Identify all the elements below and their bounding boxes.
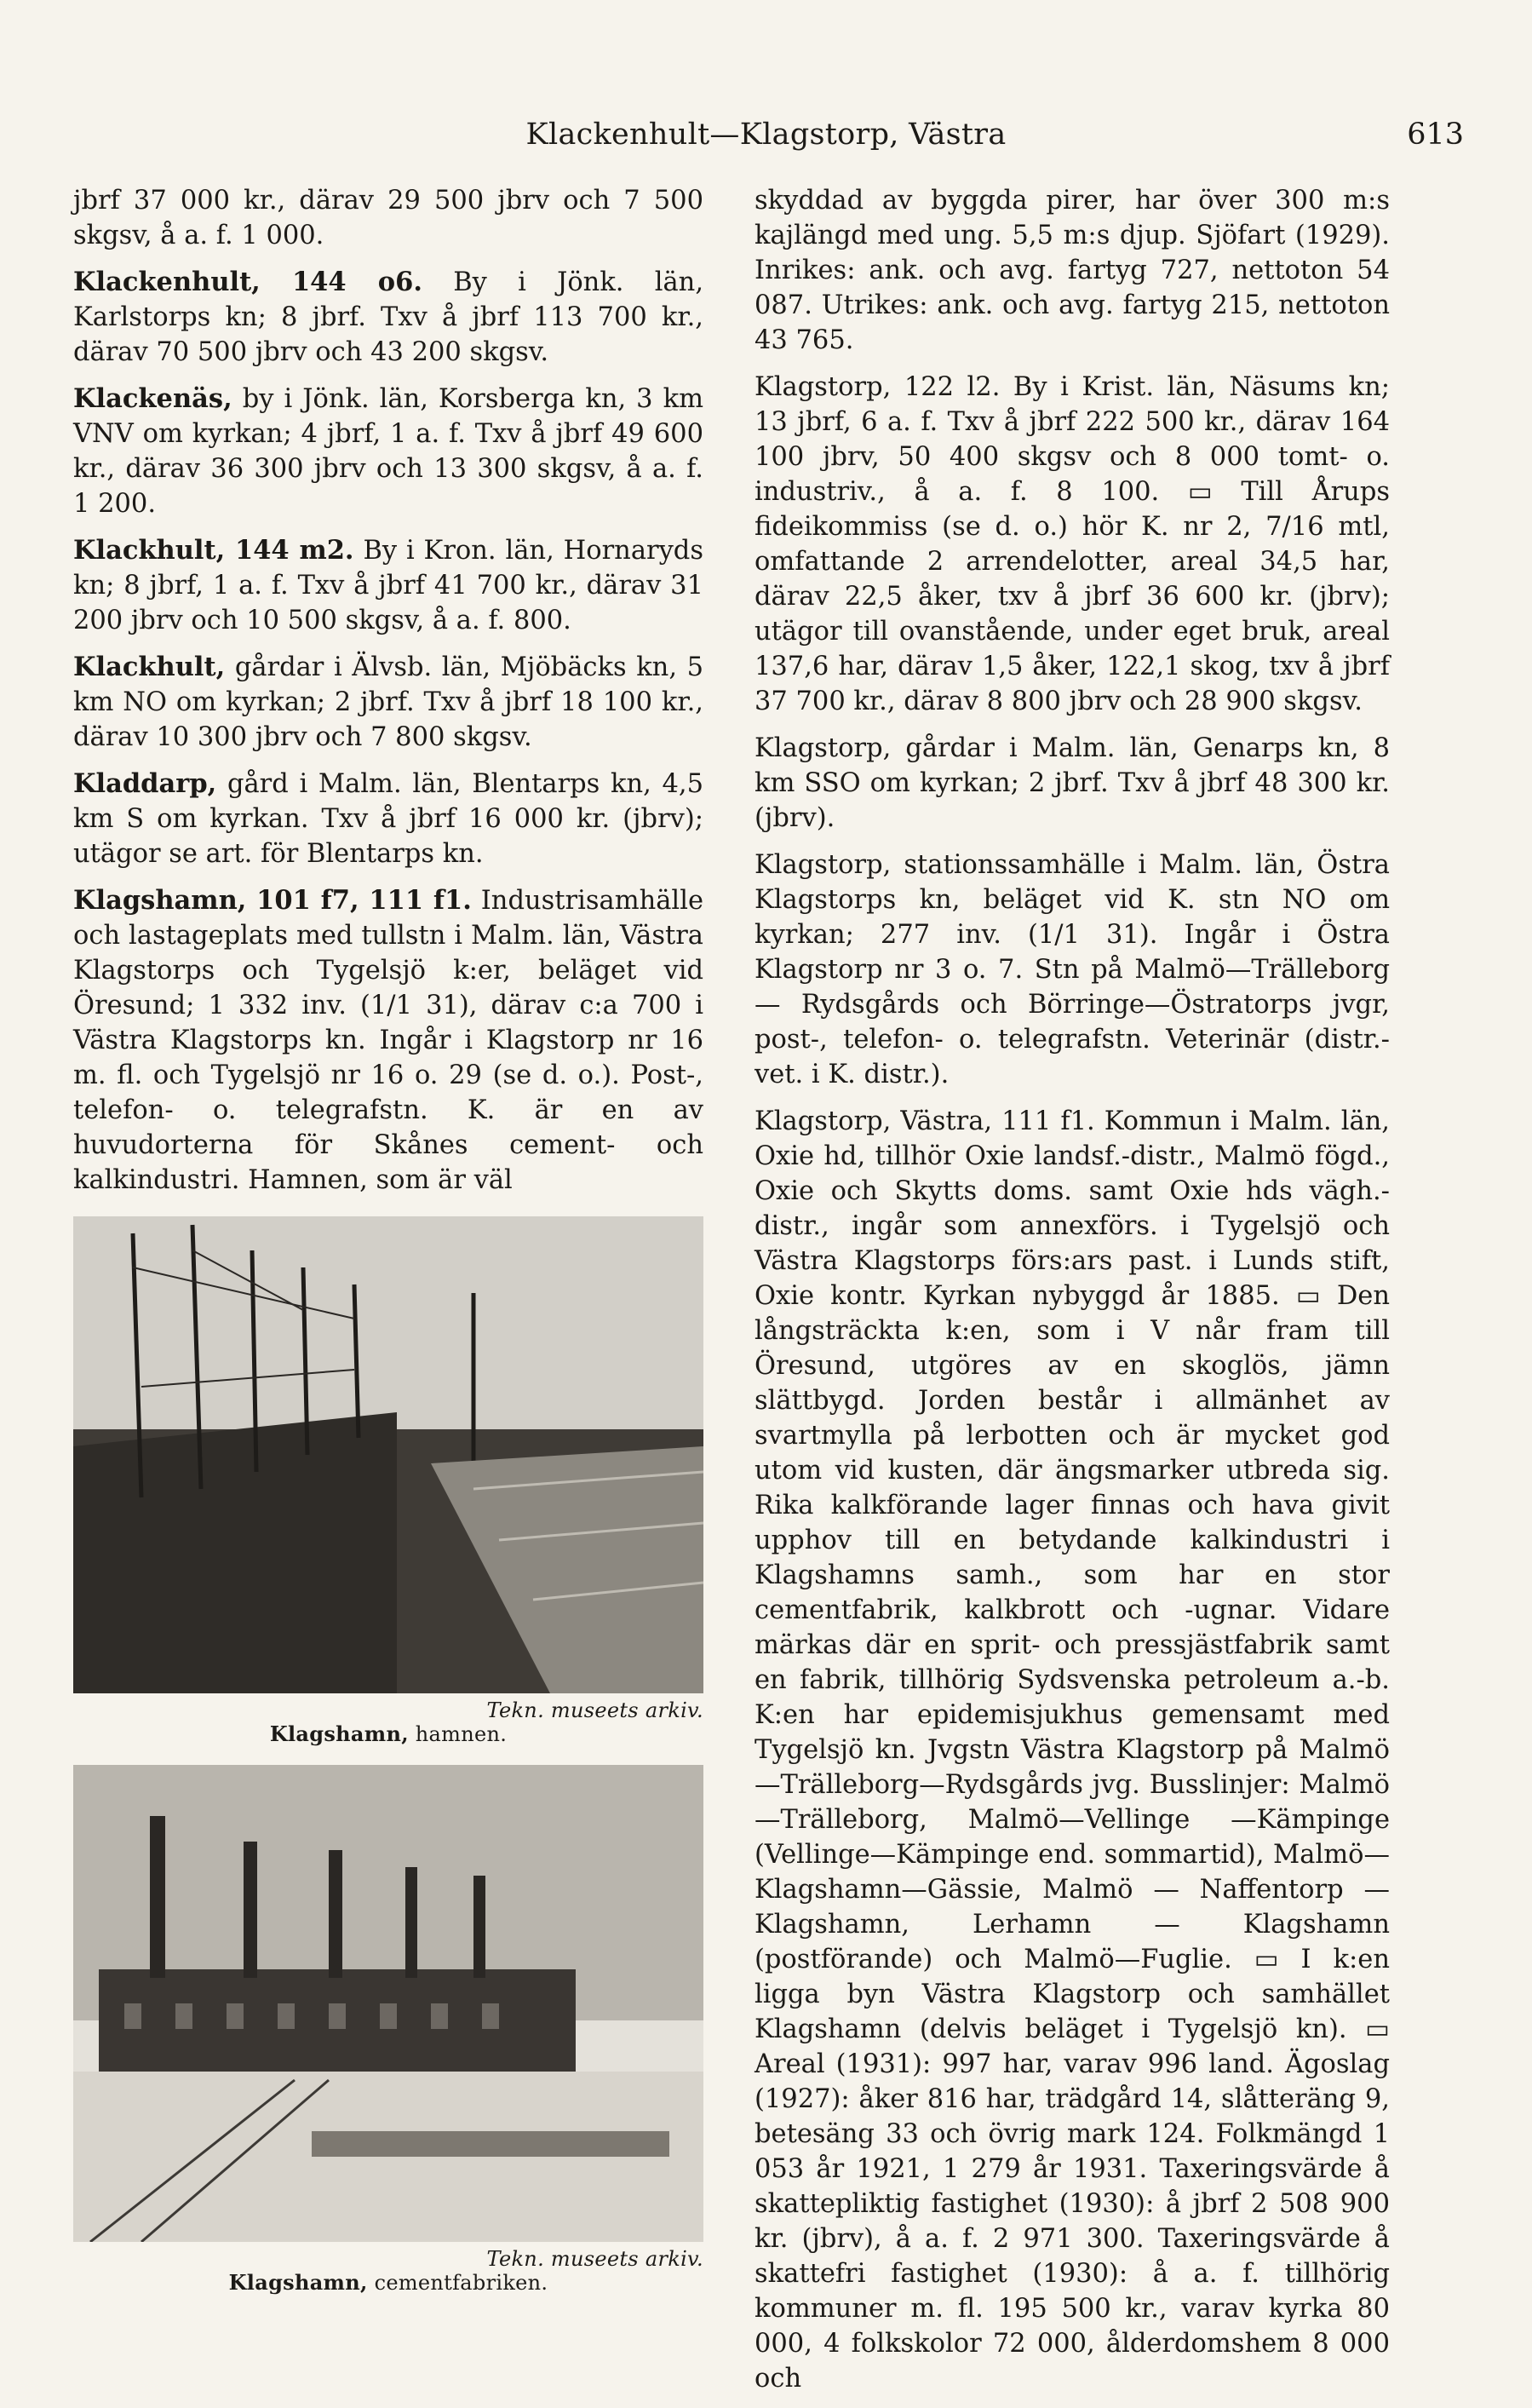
- harbour-photo: [73, 1216, 703, 1693]
- entry-headword: Klackhult, 144 m2.: [73, 535, 354, 566]
- photo-credit: Tekn. museets arkiv.: [486, 2247, 703, 2271]
- caption-subject: hamnen.: [415, 1722, 508, 1746]
- cement-factory-photo: [73, 1765, 703, 2242]
- entry-text: By i Jönk. län, Karlstorps kn; 8 jbrf. Txv å jbrf 113 700 kr., därav 70 500 jbrv och 43 200 skgsv.: [73, 267, 704, 367]
- entry-klagstorp-genarp: Klagstorp, gårdar i Malm. län, Genarps kn, 8 km SSO om kyrkan; 2 jbrf. Txv å jbrf 48 300 kr. (jbrv).: [755, 733, 1390, 833]
- entry-klackhult-kron: [73, 533, 703, 638]
- entry-text: Industrisamhälle och lastageplats med tullstn i Malm. län, Västra Klagstorps och Tygelsjö k:er, beläget vid Öresund; 1 332 inv. (1/1 31), därav c:a 700 i Västra Klagstorps kn. Ingår i Klagstorp nr 16 m. fl. och Tygelsjö nr 16 o. 29 (se d. o.). Post-, telefon- o. telegrafstn. K. är en av huvudorterna för Skånes cement- och kalkindustri. Hamnen, som är väl: [73, 886, 703, 1195]
- entry-klagshamn-continued: skyddad av byggda pirer, har över 300 m:s kajlängd med ung. 5,5 m:s djup. Sjöfart (1929). Inrikes: ank. och avg. fartyg 727, nettoton 54 087. Utrikes: ank. och avg. fartyg 215, nettoton 43 765.: [755, 186, 1390, 355]
- figure-cement-factory: [73, 1765, 703, 2295]
- entry-klackenas: [73, 382, 703, 521]
- entry-text: gård i Malm. län, Blentarps kn, 4,5 km S om kyrkan. Txv å jbrf 16 000 kr. (jbrv); utägor se art. för Blentarps kn.: [73, 769, 703, 869]
- entry-headword: Kladdarp,: [73, 768, 217, 799]
- entry-klagstorp-station: Klagstorp, stationssamhälle i Malm. län, Östra Klagstorps kn, beläget vid K. stn NO om kyrkan; 277 inv. (1/1 31). Ingår i Östra Klagstorp nr 3 o. 7. Stn på Malmö—Trälleborg — Rydsgårds och Börringe—Östratorps jvgr, post-, telefon- o. telegrafstn. Veterinär (distr.-vet. i K. distr.).: [755, 850, 1390, 1089]
- entry-klackenhult: [73, 265, 703, 370]
- entry-text: jbrf 37 000 kr., därav 29 500 jbrv och 7 500 skgsv, å a. f. 1 000.: [73, 186, 703, 250]
- entry-continuation: [73, 183, 703, 253]
- entry-headword: Klagshamn, 101 f7, 111 f1.: [73, 885, 472, 916]
- caption-place: Klagshamn,: [228, 2270, 368, 2295]
- entry-headword: Klackenäs,: [73, 383, 232, 414]
- entry-kladdarp: [73, 767, 703, 871]
- entry-klagstorp-vastra: Klagstorp, Västra, 111 f1. Kommun i Malm. län, Oxie hd, tillhör Oxie landsf.-distr., Malmö fögd., Oxie och Skytts doms. samt Oxie hds vägh.-distr., ingår som annexförs. i Tygelsjö och Västra Klagstorps förs:ars past. i Lunds stift, Oxie kontr. Kyrkan nybyggd år 1885. ▭ Den långsträckta k:en, som i V når fram till Öresund, utgöres av en skoglös, jämn slättbygd. Jorden består i allmänhet av svartmylla på lerbotten och är mycket god utom vid kusten, där ängsmarker utbreda sig. Rika kalkförande lager finnas och hava givit upphov till en betydande kalkindustri i Klagshamns samh., som har en stor cementfabrik, kalkbrott och -ugnar. Vidare märkas där en sprit- och pressjästfabrik samt en fabrik, tillhörig Sydsvenska petroleum a.-b. K:en har epidemisjukhus gemensamt med Tygelsjö kn. Jvgstn Västra Klagstorp på Malmö—Trälleborg—Rydsgårds jvg. Busslinjer: Malmö—Trälleborg, Malmö—Vellinge —Kämpinge (Vellinge—Kämpinge end. sommartid), Malmö—Klagshamn—Gässie, Malmö — Naffentorp — Klagshamn, Lerhamn — Klagshamn (postförande) och Malmö—Fuglie. ▭ I k:en ligga byn Västra Klagstorp och samhället Klagshamn (delvis beläget i Tygelsjö kn). ▭ Areal (1931): 997 har, varav 996 land. Ägoslag (1927): åker 816 har, trädgård 14, slåtteräng 9, betesäng 33 och övrig mark 124. Folkmängd 1 053 år 1921, 1 279 år 1931. Taxeringsvärde å skattepliktig fastighet (1930): å jbrf 2 508 900 kr. (jbrv), å a. f. 2 971 300. Taxeringsvärde å skattefri fastighet (1930): å a. f. tillhörig kommuner m. fl. 195 500 kr., varav kyrka 80 000, 4 folkskolor 72 000, ålderdomshem 8 000 och: [755, 1106, 1390, 2394]
- caption-place: Klagshamn,: [269, 1721, 409, 1746]
- photo-credit: Tekn. museets arkiv.: [486, 1698, 703, 1722]
- entry-headword: Klackenhult, 144 o6.: [73, 267, 422, 297]
- running-head: Klackenhult—Klagstorp, Västra: [525, 118, 1007, 152]
- entry-klagstorp-krist: Klagstorp, 122 l2. By i Krist. län, Näsums kn; 13 jbrf, 6 a. f. Txv å jbrf 222 500 kr., därav 164 100 jbrv, 50 400 skgsv och 8 000 tomt- o. industriv., å a. f. 8 100. ▭ Till Årups fideikommiss (se d. o.) hör K. nr 2, 7/16 mtl, omfattande 2 arrendelotter, areal 34,5 har, därav 22,5 åker, txv å jbrf 36 600 kr. (jbrv); utägor till ovanstående, under eget bruk, areal 137,6 har, därav 1,5 åker, 122,1 skog, txv å jbrf 37 700 kr., därav 8 800 jbrv och 28 900 skgsv.: [755, 372, 1390, 716]
- entry-klagshamn: [73, 883, 703, 1198]
- page-number: 613: [1407, 118, 1464, 152]
- photo-caption: [73, 2271, 703, 2295]
- entry-klackhult-alvsb: [73, 650, 703, 755]
- entry-text: gårdar i Älvsb. län, Mjöbäcks kn, 5 km NO om kyrkan; 2 jbrf. Txv å jbrf 18 100 kr., därav 10 300 jbrv och 7 800 skgsv.: [73, 652, 704, 752]
- figure-harbour: [73, 1216, 703, 1746]
- entry-text: by i Jönk. län, Korsberga kn, 3 km VNV om kyrkan; 4 jbrf, 1 a. f. Txv å jbrf 49 600 kr., därav 36 300 jbrv och 13 300 skgsv, å a. f. 1 200.: [73, 384, 703, 519]
- entry-text: By i Kron. län, Hornaryds kn; 8 jbrf, 1 a. f. Txv å jbrf 41 700 kr., därav 31 200 jbrv och 10 500 skgsv, å a. f. 800.: [73, 536, 703, 635]
- caption-subject: cementfabriken.: [374, 2271, 548, 2295]
- left-column: [73, 183, 703, 2308]
- photo-caption: [73, 1722, 703, 1746]
- right-column: [755, 183, 1390, 2408]
- entry-headword: Klackhult,: [73, 652, 226, 682]
